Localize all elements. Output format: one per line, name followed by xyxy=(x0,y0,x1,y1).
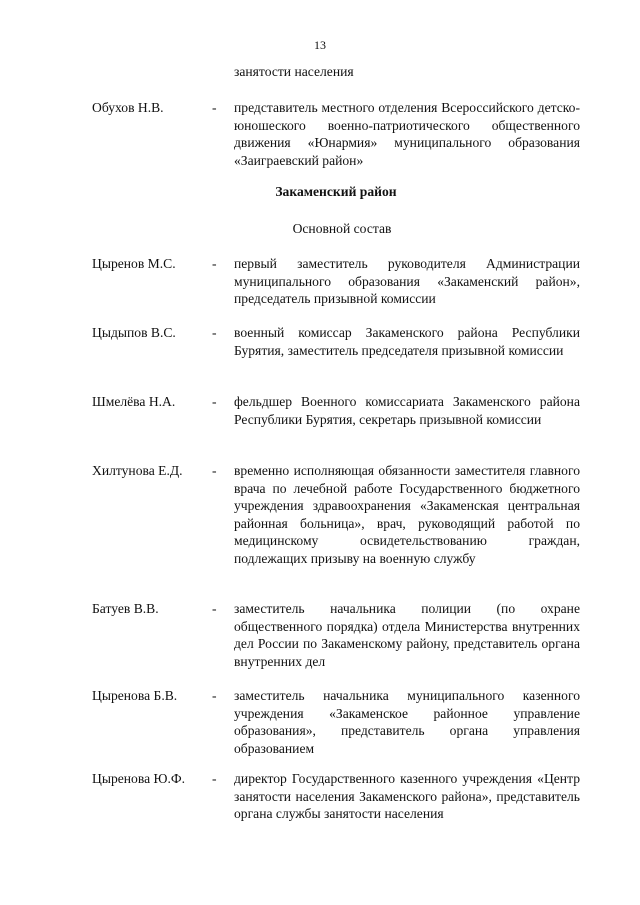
dash-separator: - xyxy=(212,394,217,409)
dash-separator: - xyxy=(212,688,217,703)
dash-separator: - xyxy=(212,100,217,115)
member-description: заместитель начальника полиции (по охране общественного порядка) отдела Министерства внутренних дел России по Закаменскому району, представитель органа внутренних дел xyxy=(234,601,580,669)
member-description: директор Государственного казенного учреждения «Центр занятости населения Закаменского района», представитель органа службы занятости населения xyxy=(234,771,580,821)
district-title: Закаменский район xyxy=(275,184,397,199)
member-name: Цыренова Ю.Ф. xyxy=(92,771,186,786)
dash-separator: - xyxy=(212,463,217,478)
member-description: временно исполняющая обязанности заместителя главного врача по лечебной работе Государственного бюджетного учреждения здравоохранения «Закаменская центральная районная больница», врач, руководящий работой по медицинскому освидетельствованию граждан, подлежащих призыву на военную службу xyxy=(234,463,580,566)
member-name: Батуев В.В. xyxy=(92,601,159,616)
member-name: Цыренов М.С. xyxy=(92,256,176,271)
dash-separator: - xyxy=(212,771,217,786)
member-description: первый заместитель руководителя Администрации муниципального образования «Закаменский район», председатель призывной комиссии xyxy=(234,256,580,306)
member-name: Цыренова Б.В. xyxy=(92,688,178,703)
member-name: Шмелёва Н.А. xyxy=(92,394,176,409)
member-name: Обухов Н.В. xyxy=(92,100,164,115)
member-description: заместитель начальника муниципального казенного учреждения «Закаменское районное управление образования», представитель органа управления образованием xyxy=(234,688,580,756)
dash-separator: - xyxy=(212,325,217,340)
dash-separator: - xyxy=(212,601,217,616)
member-description: фельдшер Военного комиссариата Закаменского района Республики Бурятия, секретарь призывной комиссии xyxy=(234,394,580,427)
continuation-text: занятости населения xyxy=(234,64,354,79)
member-name: Хилтунова Е.Д. xyxy=(92,463,183,478)
member-description: военный комиссар Закаменского района Республики Бурятия, заместитель председателя призывной комиссии xyxy=(234,325,580,358)
subsection-title: Основной состав xyxy=(292,221,392,236)
member-name: Цыдыпов В.С. xyxy=(92,325,176,340)
dash-separator: - xyxy=(212,256,217,271)
page-number: 13 xyxy=(314,38,326,52)
member-description: представитель местного отделения Всероссийского детско-юношеского военно-патриотического общественного движения «Юнармия» муниципального образования «Заиграевский район» xyxy=(234,100,580,168)
